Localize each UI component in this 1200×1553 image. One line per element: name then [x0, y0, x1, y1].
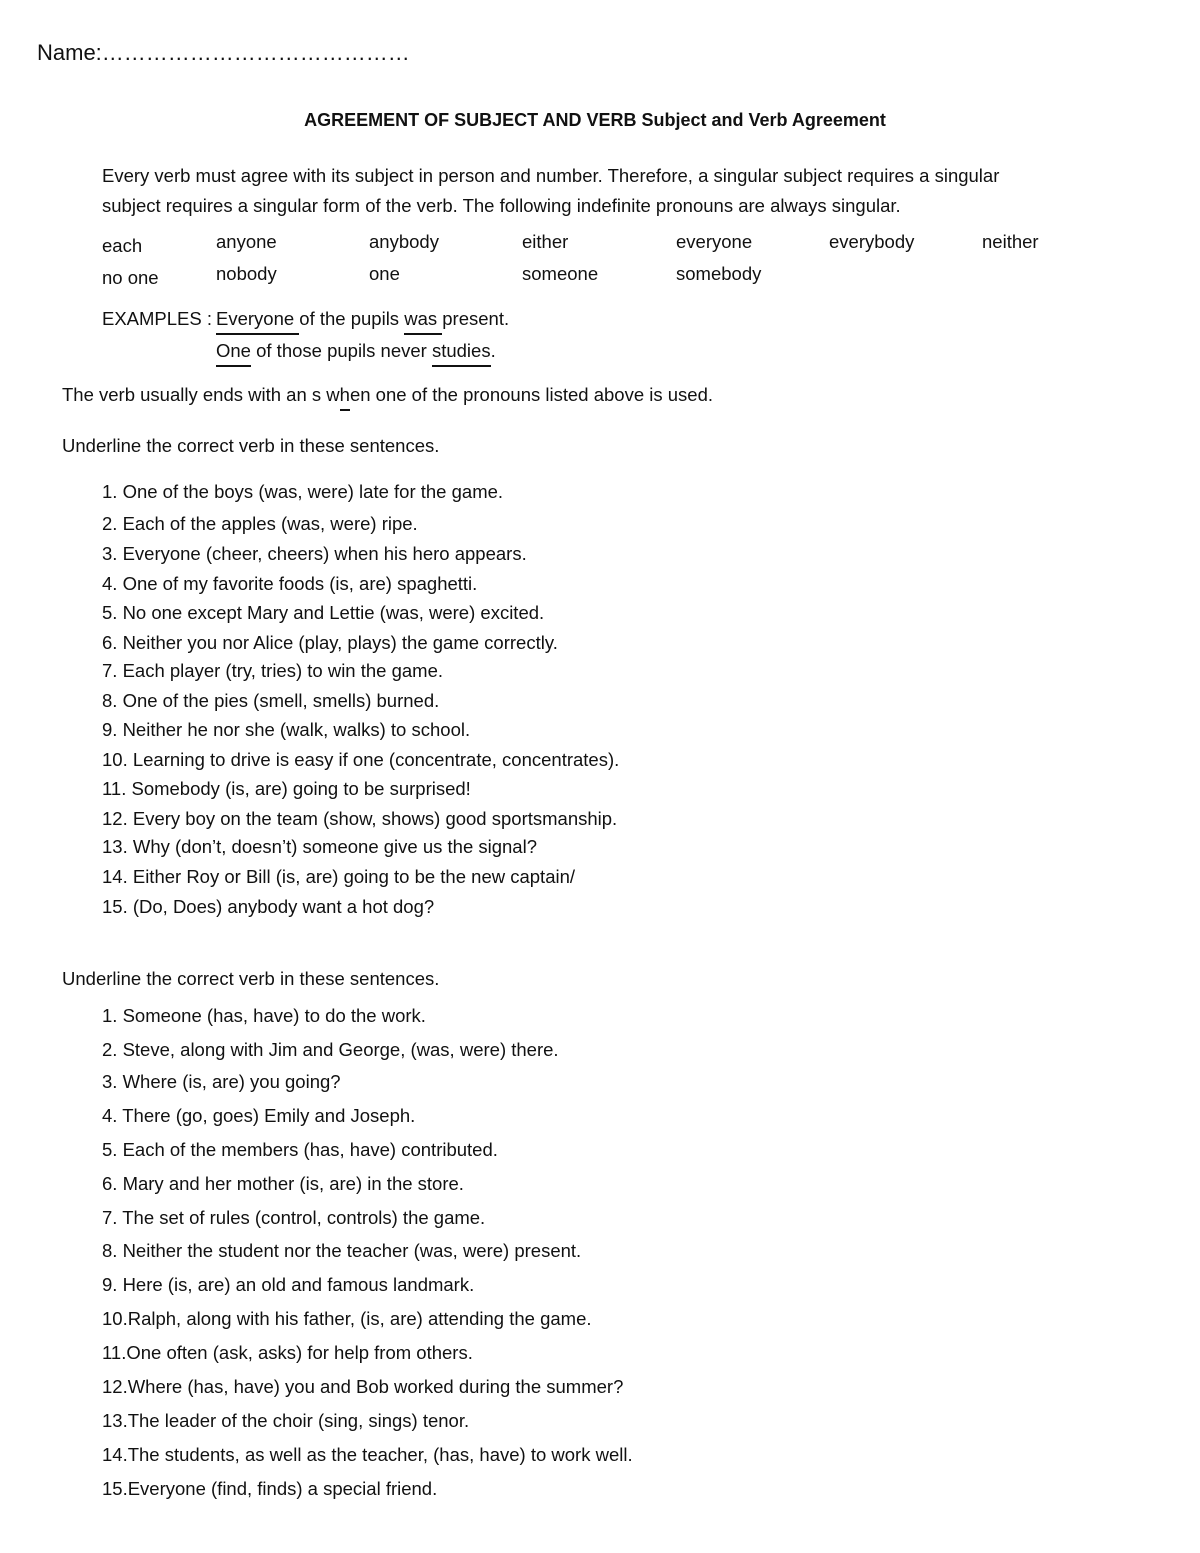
exercise-2-item: 2. Steve, along with Jim and George, (was, were) there. [102, 1039, 559, 1060]
exercise-2-item: 13.The leader of the choir (sing, sings) tenor. [102, 1410, 470, 1431]
exercise-1-item: 10. Learning to drive is easy if one (concentrate, concentrates). [102, 749, 620, 770]
exercise-2-item: 4. There (go, goes) Emily and Joseph. [102, 1105, 416, 1126]
examples-label: EXAMPLES : [102, 308, 213, 329]
rule-text-end: en one of the pronouns listed above is used. [349, 384, 713, 405]
exercise-2-item: 1. Someone (has, have) to do the work. [102, 1005, 426, 1026]
exercise-1-item: 11. Somebody (is, are) going to be surprised! [102, 778, 471, 799]
exercise-1-item: 15. (Do, Does) anybody want a hot dog? [102, 896, 435, 917]
pronoun-anybody: anybody [369, 231, 439, 252]
example-2-middle: of those pupils never [250, 340, 432, 361]
example-2-end: . [490, 340, 496, 361]
exercise-2-instruction: Underline the correct verb in these sentences. [62, 968, 440, 989]
intro-line-2: subject requires a singular form of the verb. The following indefinite pronouns are always singular. [102, 195, 901, 216]
rule-text-start: The verb usually ends with an s w [62, 384, 340, 405]
exercise-2-item: 9. Here (is, are) an old and famous landmark. [102, 1274, 475, 1295]
exercise-2-item: 11.One often (ask, asks) for help from others. [102, 1342, 473, 1363]
exercise-1-item: 13. Why (don’t, doesn’t) someone give us the signal? [102, 836, 537, 857]
exercise-2-item: 7. The set of rules (control, controls) the game. [102, 1207, 486, 1228]
exercise-1-item: 5. No one except Mary and Lettie (was, were) excited. [102, 602, 545, 623]
exercise-2-item: 12.Where (has, have) you and Bob worked during the summer? [102, 1376, 624, 1397]
pronoun-neither: neither [982, 231, 1039, 252]
example-1-middle: of the pupils [299, 308, 405, 329]
exercise-2-item: 10.Ralph, along with his father, (is, are) attending the game. [102, 1308, 592, 1329]
exercise-2-item: 5. Each of the members (has, have) contributed. [102, 1139, 498, 1160]
page-title: AGREEMENT OF SUBJECT AND VERB Subject and Verb Agreement [304, 110, 886, 130]
exercise-1-item: 14. Either Roy or Bill (is, are) going to be the new captain/ [102, 866, 576, 887]
example-1-end: present. [442, 308, 510, 329]
example-sentence-2 [216, 342, 496, 361]
exercise-1-item: 3. Everyone (cheer, cheers) when his hero appears. [102, 543, 527, 564]
exercise-1-item: 1. One of the boys (was, were) late for the game. [102, 481, 504, 502]
pronoun-nobody: nobody [216, 263, 277, 284]
pronoun-one: one [369, 263, 400, 284]
rule-text-underlined: h [339, 384, 350, 405]
pronoun-someone: someone [522, 263, 599, 284]
exercise-1-item: 7. Each player (try, tries) to win the game. [102, 660, 444, 681]
exercise-1-item: 6. Neither you nor Alice (play, plays) the game correctly. [102, 632, 558, 653]
pronoun-each: each [102, 235, 143, 256]
exercise-2-item: 3. Where (is, are) you going? [102, 1071, 341, 1092]
exercise-1-item: 4. One of my favorite foods (is, are) spaghetti. [102, 573, 478, 594]
pronoun-either: either [522, 231, 569, 252]
pronoun-somebody: somebody [676, 263, 762, 284]
example-1-subject: Everyone [216, 308, 300, 329]
exercise-1-instruction: Underline the correct verb in these sentences. [62, 435, 440, 456]
exercise-2-item: 6. Mary and her mother (is, are) in the store. [102, 1173, 464, 1194]
name-field: Name:…………………………………… [37, 40, 410, 65]
exercise-1-item: 8. One of the pies (smell, smells) burned. [102, 690, 440, 711]
exercise-1-item: 9. Neither he nor she (walk, walks) to school. [102, 719, 471, 740]
rule-text [62, 386, 713, 405]
exercise-2-item: 15.Everyone (find, finds) a special friend. [102, 1478, 438, 1499]
pronoun-anyone: anyone [216, 231, 277, 252]
example-2-verb: studies [431, 340, 491, 361]
exercise-2-item: 14.The students, as well as the teacher, (has, have) to work well. [102, 1444, 633, 1465]
pronoun-everyone: everyone [676, 231, 753, 252]
example-sentence-1 [216, 310, 509, 329]
exercise-2-item: 8. Neither the student nor the teacher (was, were) present. [102, 1240, 582, 1261]
pronoun-no-one: no one [102, 267, 159, 288]
example-2-subject: One [216, 340, 251, 361]
example-1-verb: was [404, 308, 443, 329]
exercise-1-item: 2. Each of the apples (was, were) ripe. [102, 513, 418, 534]
exercise-1-item: 12. Every boy on the team (show, shows) good sportsmanship. [102, 808, 618, 829]
intro-line-1: Every verb must agree with its subject in person and number. Therefore, a singular subject requires a singular [102, 165, 1000, 186]
pronoun-everybody: everybody [829, 231, 915, 252]
